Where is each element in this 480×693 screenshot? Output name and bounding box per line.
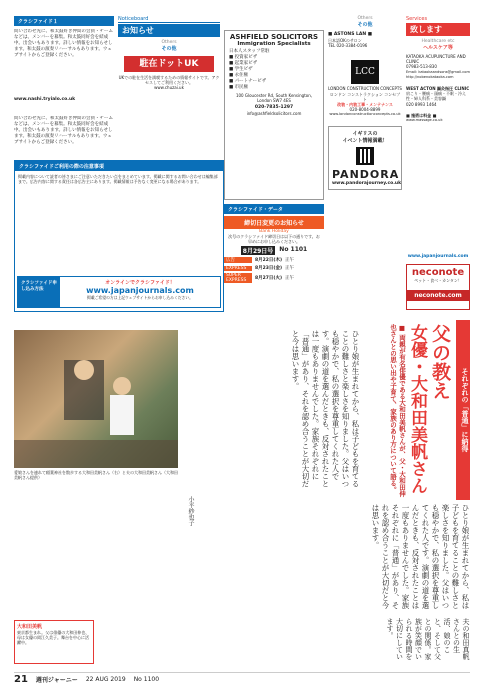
massage: ■ 施術は料金 ■ bbox=[406, 112, 437, 118]
online-banner[interactable] bbox=[17, 276, 221, 308]
healthcare-en: Healthcare etc bbox=[421, 39, 455, 44]
deadline-box bbox=[224, 204, 324, 310]
clinic-name: KATAOKA ACUPUNCTURE AND CLINIC bbox=[406, 54, 466, 65]
lcc-url[interactable]: www.londonconstructionconcepts.co.uk bbox=[329, 112, 401, 117]
lcc-jp: ロンドン コンストラクション コンセプト bbox=[329, 91, 401, 102]
deadline-row-label: 広告 bbox=[224, 257, 252, 263]
deadline-issue-date: 8月29日号 bbox=[242, 248, 274, 256]
ashfield-line: ■ 永住権 bbox=[229, 73, 249, 78]
neconote-tag: ペット・食べ・カンタン！ bbox=[414, 278, 462, 283]
japan-url-text: www.japanjournals.com bbox=[407, 254, 469, 259]
astons-tel[interactable]: TEL 020-3384-0196 bbox=[328, 43, 368, 49]
notice-column bbox=[118, 16, 220, 91]
photo-illustration bbox=[14, 330, 178, 468]
article-body-bottom bbox=[14, 504, 470, 616]
west-details: 肩こり・腰痛・頭痛・不眠・冷え性・婦人科系・美容鍼 bbox=[406, 91, 466, 102]
ashfield-line: ■ 投資家ビザ bbox=[229, 55, 258, 60]
neconote-ad[interactable] bbox=[406, 264, 470, 310]
event-sub: イベント情報満載！ bbox=[342, 137, 388, 144]
astons-sub: 日本語OKのサロン bbox=[328, 38, 362, 43]
article-title-a: 父の教え bbox=[429, 324, 451, 400]
article-tag: それぞれの「普通」に納得 bbox=[456, 320, 470, 500]
article-lead: ■ 両親が有名俳優である大和田美帆さんが、父・大和田伸也さんとの思い出や子育て、家族のあり方について語る。 bbox=[389, 324, 406, 497]
deadline-title: 締切日変更のお知らせ bbox=[224, 216, 324, 229]
notes-box bbox=[14, 160, 224, 312]
online-url[interactable]: www.japanjournals.com bbox=[86, 286, 194, 295]
chuzai-banner-text: 駐在ドットUK bbox=[139, 59, 199, 69]
neconote-logo: neconote bbox=[411, 267, 465, 278]
notes-title: クラシファイドご利用の際の注意事項 bbox=[15, 161, 223, 171]
classified-column bbox=[14, 16, 114, 103]
article-body-text: ひとり娘が生まれてから、私は子どもを育てることの難しさと楽しさを知りました。父はいつも穏やかで、私の選択を尊重してくれた人です。演劇の道を選んだときも、反対されたことは一度もありませんでした。家族それぞれに「普通」があり、それを認め合うことが大切だと今は思います。 bbox=[291, 330, 360, 488]
article-tail bbox=[100, 618, 470, 664]
deadline-header: クラシファイド・データ bbox=[224, 204, 324, 214]
services-column bbox=[406, 16, 470, 123]
deadline-row-time: 正午 bbox=[285, 266, 295, 272]
deadline-row-date: 8月27日(火) bbox=[255, 276, 283, 282]
ashfield-address: 100 Gloucester Rd, South Kensington, London SW7 4ES bbox=[235, 93, 313, 104]
services-header: Services bbox=[406, 16, 428, 22]
article-title-b: 女優・大和田美帆さん bbox=[407, 324, 427, 494]
ashfield-list bbox=[225, 47, 323, 93]
lcc-logo bbox=[351, 60, 379, 84]
ashfield-sub: Immigration Specialists bbox=[237, 41, 311, 47]
sidebar-title: 大和田美帆 bbox=[17, 624, 43, 630]
astons-shop: ■ ASTONS LAN ■ bbox=[328, 32, 372, 37]
online-title: オンラインでクラシファイド！ bbox=[105, 280, 175, 286]
deadline-text: 次号のクラシファイド締切日は以下の通りです。お早めにお申し込みください。 bbox=[228, 234, 320, 245]
event-title: イギリスの bbox=[352, 130, 378, 137]
article-tail-text: 夫の和田真帆さんとの生活、娘のこと、そして父との関係。家族が笑顔でいられる時間を大切にしています。 bbox=[386, 618, 470, 660]
ashfield-ad bbox=[224, 30, 324, 200]
west-tel[interactable]: 020 8993 1464 bbox=[406, 101, 437, 107]
healthcare-jp: ヘルスケア等 bbox=[423, 45, 453, 51]
contact-note: 問い合わせ先に、和太鼓好き仲間の会員・チームなどは、メンバーを募集。和太鼓同好会を結成中。出会いもあります。詳しい情報をお知らせします。和太鼓の演奏リハーサルもあります。ウェブサイトからご登録ください。 bbox=[14, 116, 113, 145]
deadline-row-date: 8月23日(金) bbox=[255, 266, 283, 272]
ashfield-line: 日本人スタッフ常駐 bbox=[229, 49, 270, 54]
notice-others-en: Others bbox=[161, 40, 177, 45]
chuzai-text: UKでの駐在生活を満喫するための情報サイトです。アクセスしてご利用ください。 bbox=[118, 75, 220, 86]
article-author: 小平紗也子 bbox=[187, 496, 194, 526]
notice-header: Noticeboard bbox=[118, 16, 149, 22]
deadline-row-label: SUPER EXPRESS bbox=[224, 273, 252, 283]
lcc-tel[interactable]: 020-8004-8899 bbox=[349, 107, 381, 113]
lcc-service: 改装・内装工事・メンテナンス bbox=[337, 102, 393, 108]
ashfield-email[interactable]: info@ashfieldsolicitors.com bbox=[246, 111, 302, 117]
deadline-row bbox=[224, 265, 324, 271]
event-ad bbox=[328, 126, 402, 190]
lcc-logo-text: LCC bbox=[355, 67, 375, 78]
others-jp: その他 bbox=[357, 22, 373, 28]
notice-others-jp: その他 bbox=[161, 46, 177, 52]
footer-date: 22 AUG 2019 bbox=[85, 676, 126, 683]
others-column bbox=[328, 16, 402, 190]
deadline-issue-no: No 1101 bbox=[279, 246, 308, 254]
services-title: 致します bbox=[406, 23, 470, 36]
lcc-name: LONDON CONSTRUCTION CONCEPTS bbox=[328, 86, 402, 92]
others-en: Others bbox=[357, 16, 373, 21]
online-note: 掲載ご希望の方は上記ウェブサイトからお申し込みください。 bbox=[87, 295, 193, 300]
footer-brand: 週刊ジャーニー bbox=[35, 677, 78, 684]
notice-title: お知らせ bbox=[118, 24, 220, 37]
sidebar-text: 東京都生まれ。父は俳優の大和田伸也、母は女優の岡江久美子。舞台を中心に活躍中。 bbox=[17, 630, 90, 646]
article-body-text: ひとり娘が生まれてから、私は子どもを育てることの難しさと楽しさを知りました。父はいつも穏やかで、私の選択を尊重してくれた人です。演劇の道を選んだときも、反対されたことは一度もありませんでした。家族それぞれに「普通」があり、それを認め合うことが大切だと今は思います。 bbox=[371, 504, 470, 609]
footer-issue: No 1100 bbox=[133, 676, 160, 683]
page-number: 21 bbox=[14, 674, 28, 685]
qr-code-icon[interactable] bbox=[356, 147, 374, 165]
clinic-tel[interactable]: 07983-513-830 bbox=[406, 64, 437, 70]
pandora-url[interactable]: www.pandorajourney.co.uk bbox=[332, 180, 402, 186]
deadline-holiday: Bank Holiday bbox=[259, 229, 289, 234]
neconote-url: neconote.com bbox=[407, 290, 469, 301]
notes-text: 掲載内容について読者の皆さまにご注意いただきたい点をまとめています。掲載に関するお問い合わせは編集部まで。広告内容に関する責任は各広告主にあります。掲載情報は予告なく変更になる場合があります。 bbox=[18, 174, 218, 185]
online-label: クラシファイド申し込み方法 bbox=[18, 277, 60, 307]
ashfield-line: ■ 学生ビザ bbox=[229, 67, 253, 72]
japan-url-banner[interactable] bbox=[406, 254, 470, 262]
classified-intro: 問い合わせ先に、和太鼓好き仲間の会員・チームなどは、メンバーを募集。和太鼓同好会を結成中。出会いもあります。詳しい情報をお知らせします。和太鼓の演奏リハーサルもあります。ウェブサイトからご登録ください。 bbox=[14, 29, 113, 58]
ashfield-tel[interactable]: 020-7835-1297 bbox=[254, 105, 294, 111]
deadline-row bbox=[224, 273, 324, 283]
deadline-row-label: EXPRESS bbox=[224, 266, 252, 271]
deadline-row-time: 正午 bbox=[285, 276, 295, 282]
classified-url[interactable]: www.nashi.tryialo.co.uk bbox=[14, 97, 76, 102]
chuzai-url[interactable]: www.chuzai.uk bbox=[154, 85, 184, 91]
article-body-left bbox=[180, 330, 360, 490]
ashfield-line: ■ パートナービザ bbox=[229, 79, 267, 84]
deadline-row bbox=[224, 257, 324, 263]
article-sidebar bbox=[14, 620, 94, 664]
photo-caption: 愛娘さんを連れて稲葉神社を散歩する大和田美帆さん（右）と夫の大和田美帆さん（大和田美帆さん提供） bbox=[14, 470, 178, 481]
classified-header: クラシファイド１ bbox=[14, 16, 114, 26]
clinic-email[interactable]: Email: kataokaandsons@gmail.com bbox=[406, 69, 470, 74]
clinic-url[interactable]: http://nobenokataoka.com bbox=[406, 74, 454, 79]
west-acton: WEST ACTON 鍼灸指圧 CLINIC bbox=[406, 86, 470, 92]
massage-url[interactable]: www.massage.co.uk bbox=[406, 118, 443, 123]
ashfield-line: ■ 起業家ビザ bbox=[229, 61, 258, 66]
chuzai-banner[interactable] bbox=[124, 56, 214, 72]
pandora-logo: PANDORA bbox=[332, 167, 400, 181]
footer bbox=[14, 672, 470, 686]
deadline-row-date: 8月22日(木) bbox=[255, 258, 283, 264]
article-photo bbox=[14, 330, 178, 468]
ashfield-name: ASHFIELD SOLICITORS bbox=[229, 33, 319, 41]
deadline-row-time: 正午 bbox=[285, 258, 295, 264]
ashfield-line: ■ 市民権 bbox=[229, 85, 249, 90]
article-title-block bbox=[364, 320, 470, 500]
classified-contact bbox=[14, 116, 114, 156]
